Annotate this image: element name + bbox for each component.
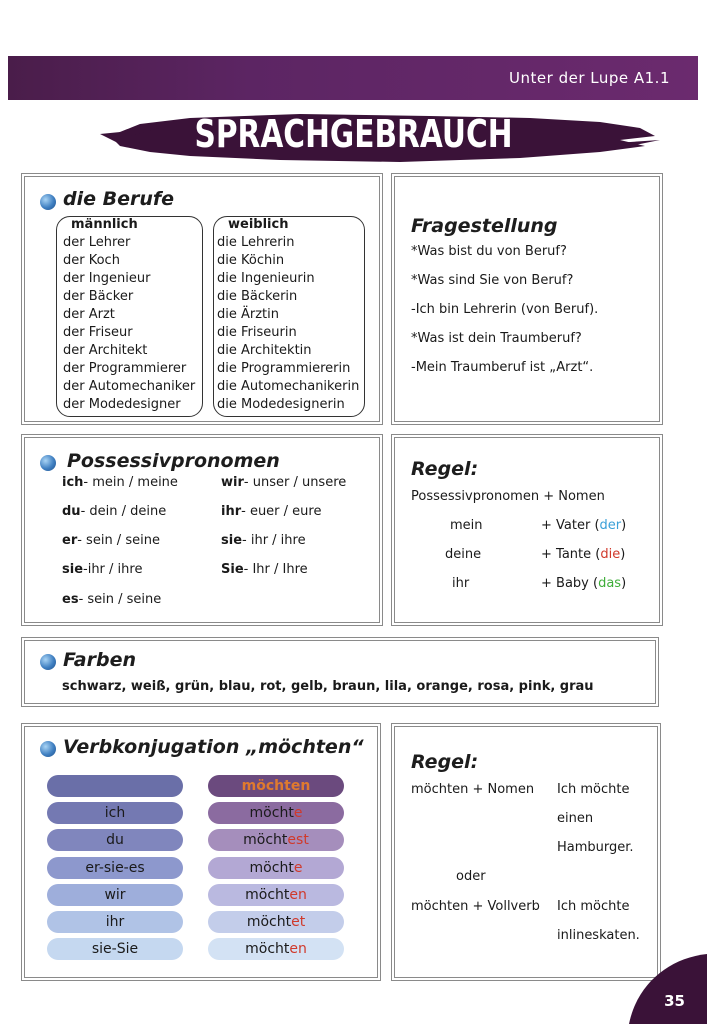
verb-pill: möchten — [208, 884, 344, 906]
regel-title: Regel: — [411, 751, 479, 773]
female-item: die Ärztin — [217, 307, 280, 322]
male-item: der Koch — [63, 253, 120, 268]
verb-pill: möchtest — [208, 829, 344, 851]
fragestellung-title: Fragestellung — [411, 215, 558, 237]
pronoun-row: er- sein / seine — [62, 533, 160, 548]
question-line: *Was sind Sie von Beruf? — [411, 273, 574, 288]
header-band — [8, 56, 698, 100]
male-header: männlich — [71, 217, 138, 232]
pronoun-row: es- sein / seine — [62, 592, 162, 607]
female-item: die Programmiererin — [217, 361, 351, 376]
regel-noun: + Vater (der) — [541, 518, 627, 533]
regel-noun: + Baby (das) — [541, 576, 627, 591]
pronoun-row: ihr- euer / eure — [221, 504, 322, 519]
verb-pill: möchtet — [208, 911, 344, 933]
regel-noun: + Tante (die) — [541, 547, 626, 562]
farben-box — [24, 640, 656, 704]
pronoun-row: ich- mein / meine — [62, 475, 178, 490]
bullet-dot-icon — [40, 455, 56, 471]
female-header: weiblich — [228, 217, 289, 232]
pronoun-pill: sie-Sie — [47, 938, 183, 960]
pronoun-row: wir- unser / unsere — [221, 475, 347, 490]
regel-rule: möchten + Nomen — [411, 782, 535, 797]
female-item: die Architektin — [217, 343, 312, 358]
farben-title: Farben — [63, 649, 137, 671]
page-heading: SPRACHGEBRAUCH — [194, 112, 513, 156]
male-item: der Ingenieur — [63, 271, 151, 286]
male-item: der Architekt — [63, 343, 148, 358]
fragestellung-box — [394, 176, 660, 422]
female-item: die Bäckerin — [217, 289, 298, 304]
regel-pronoun: mein — [450, 518, 483, 533]
female-item: die Automechanikerin — [217, 379, 360, 394]
pronoun-pill: wir — [47, 884, 183, 906]
pronoun-row: sie- ihr / ihre — [221, 533, 306, 548]
berufe-box — [24, 176, 380, 422]
pronoun-pill: ich — [47, 802, 183, 824]
regel-example: inlineskaten. — [557, 928, 640, 943]
answer-line: -Mein Traumberuf ist „Arzt“. — [411, 360, 594, 375]
verb-pill-header: möchten — [208, 775, 344, 797]
page-number: 35 — [664, 992, 685, 1010]
book-title: Unter der Lupe A1.1 — [509, 69, 670, 87]
farben-list: schwarz, weiß, grün, blau, rot, gelb, braun, lila, orange, rosa, pink, grau — [62, 679, 594, 694]
pronoun-pill: du — [47, 829, 183, 851]
regel-possessiv-box — [394, 437, 660, 623]
regel-pronoun: deine — [445, 547, 482, 562]
verb-title: Verbkonjugation „möchten“ — [63, 736, 364, 758]
male-item: der Lehrer — [63, 235, 131, 250]
regel-example: Hamburger. — [557, 840, 634, 855]
question-line: *Was bist du von Beruf? — [411, 244, 567, 259]
pronoun-pill-header — [47, 775, 183, 797]
pronoun-row: du- dein / deine — [62, 504, 167, 519]
verb-pill: möchte — [208, 802, 344, 824]
bullet-dot-icon — [40, 741, 56, 757]
pronoun-pill: er-sie-es — [47, 857, 183, 879]
male-item: der Arzt — [63, 307, 115, 322]
female-item: die Ingenieurin — [217, 271, 315, 286]
regel-oder: oder — [456, 869, 486, 884]
female-item: die Lehrerin — [217, 235, 295, 250]
male-item: der Friseur — [63, 325, 133, 340]
regel-example: Ich möchte — [557, 782, 630, 797]
male-item: der Modedesigner — [63, 397, 181, 412]
female-item: die Köchin — [217, 253, 285, 268]
berufe-title: die Berufe — [63, 188, 175, 210]
male-item: der Programmierer — [63, 361, 187, 376]
regel-example: Ich möchte — [557, 899, 630, 914]
question-line: *Was ist dein Traumberuf? — [411, 331, 582, 346]
regel-title: Regel: — [411, 458, 479, 480]
male-item: der Automechaniker — [63, 379, 196, 394]
regel-verb-box — [394, 726, 658, 978]
regel-example: einen — [557, 811, 594, 826]
possessiv-title: Possessivpronomen — [67, 450, 280, 472]
possessiv-box — [24, 437, 380, 623]
answer-line: -Ich bin Lehrerin (von Beruf). — [411, 302, 599, 317]
regel-rule: möchten + Vollverb — [411, 899, 540, 914]
pronoun-pill: ihr — [47, 911, 183, 933]
verb-pill: möchte — [208, 857, 344, 879]
regel-formula: Possessivpronomen + Nomen — [411, 489, 605, 504]
verb-pill: möchten — [208, 938, 344, 960]
bullet-dot-icon — [40, 654, 56, 670]
female-item: die Friseurin — [217, 325, 297, 340]
male-item: der Bäcker — [63, 289, 134, 304]
page-corner-tab — [629, 954, 707, 1024]
pronoun-row: sie-ihr / ihre — [62, 562, 143, 577]
regel-pronoun: ihr — [452, 576, 470, 591]
female-item: die Modedesignerin — [217, 397, 345, 412]
bullet-dot-icon — [40, 194, 56, 210]
pronoun-row: Sie- Ihr / Ihre — [221, 562, 308, 577]
